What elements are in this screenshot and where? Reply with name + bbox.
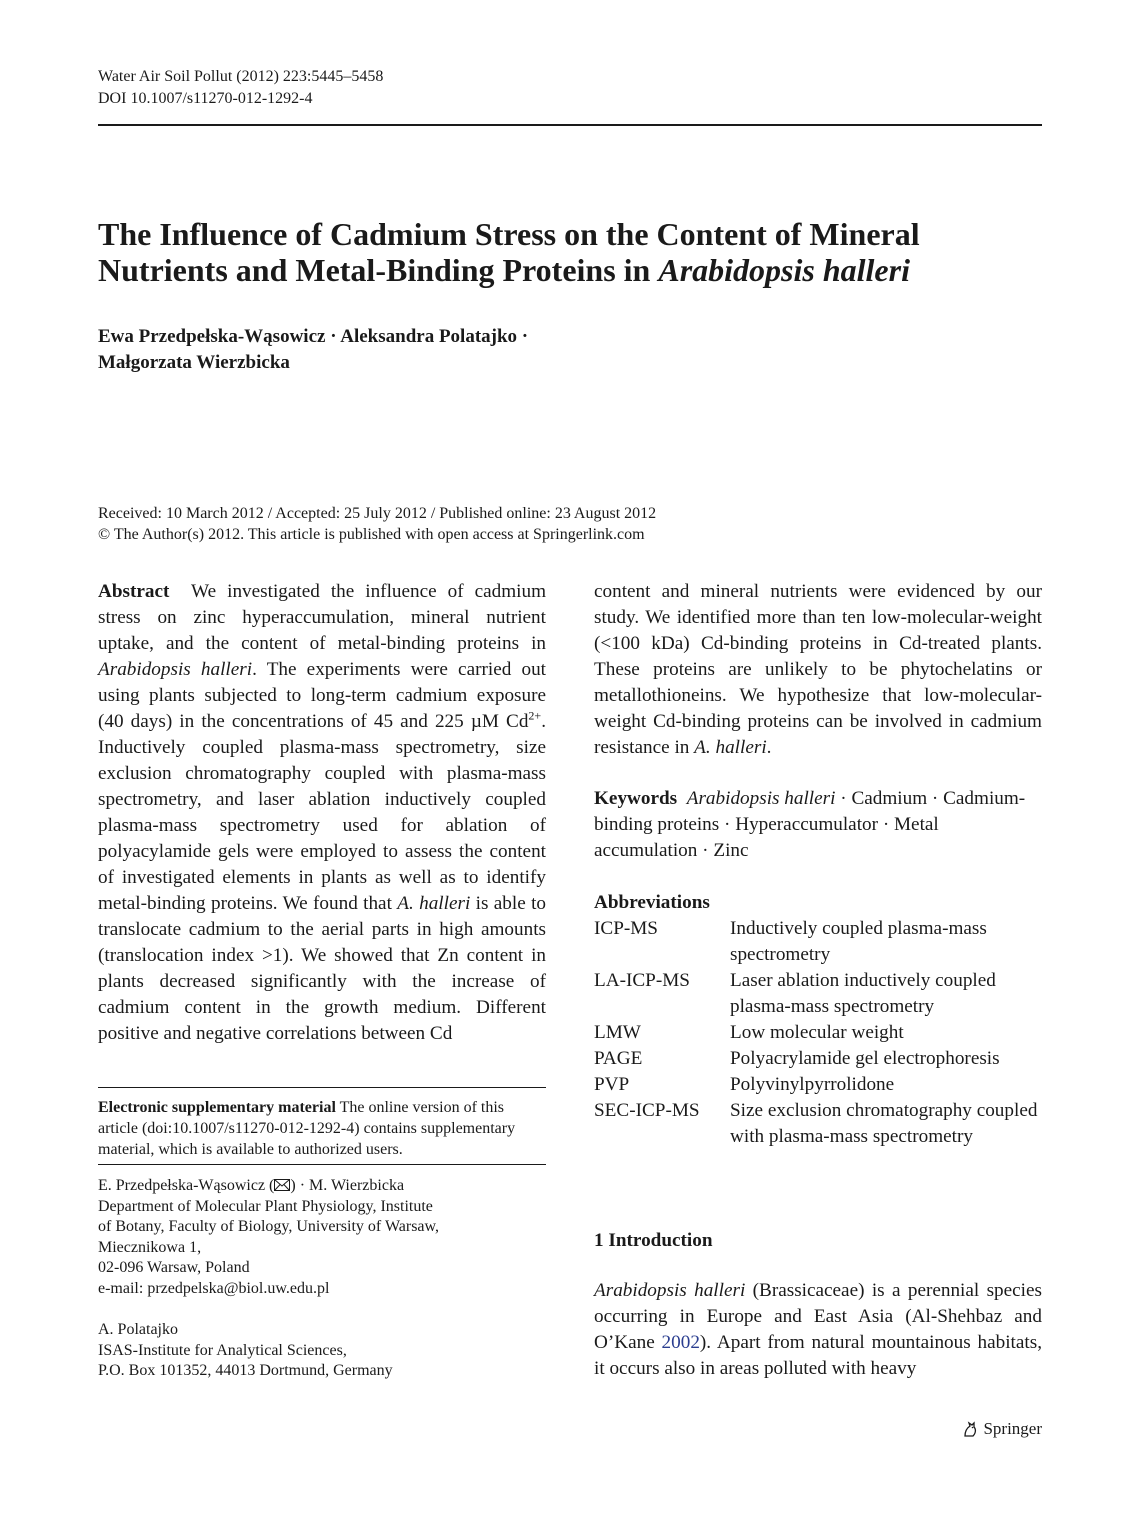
abbreviations-list	[594, 916, 1042, 1150]
keyword-item: Cadmium	[851, 788, 928, 809]
abbreviation-term: LA-ICP-MS	[594, 970, 690, 991]
affiliation-primary: E. Przedpełska-Wąsowicz ( ) · M. Wierzbicka Department of Molecular Plant Physiology, Institute of Botany, Faculty of Biology, University of Warsaw, Miecznikowa 1, 02-096 Warsaw, Poland e-mail: przedpelska@biol.uw.edu.pl	[98, 1176, 546, 1299]
keyword-item: Cadmium-binding proteins	[594, 788, 1026, 835]
author-line-2: Małgorzata Wierzbicka	[98, 352, 290, 373]
supplementary-note: Electronic supplementary material The online version of this article (doi:10.1007/s11270-012-1292-4) contains supplementary material, which is available to authorized users.	[98, 1099, 516, 1158]
abbreviation-term: SEC-ICP-MS	[594, 1100, 700, 1121]
publisher-name: Springer	[983, 1419, 1042, 1438]
keywords-label: Keywords	[594, 788, 678, 809]
abbreviation-definition: Polyacrylamide gel electrophoresis	[730, 1048, 1000, 1069]
author-line-1: Ewa Przedpełska-Wąsowicz · Aleksandra Polatajko ·	[98, 326, 529, 347]
abstract-column-right	[594, 579, 1042, 761]
footnote-rule	[98, 1087, 546, 1088]
title-main: The Influence of Cadmium Stress on the Content of Mineral Nutrients and Metal-Binding Proteins in	[98, 216, 920, 288]
article-dates	[98, 503, 898, 545]
abbreviation-row	[594, 1098, 1042, 1150]
copyright-line: © The Author(s) 2012. This article is published with open access at Springerlink.com	[98, 526, 645, 543]
keyword-separator: ·	[835, 788, 852, 809]
abbreviation-row	[594, 1072, 1042, 1098]
abbreviation-row	[594, 1046, 1042, 1072]
email[interactable]: e-mail: przedpelska@biol.uw.edu.pl	[98, 1279, 330, 1297]
section-heading-introduction: 1 Introduction	[594, 1230, 713, 1251]
abstract-paragraph: Abstract We investigated the influence of cadmium stress on zinc hyperaccumulation, mineral nutrient uptake, and the content of metal-binding proteins in Arabidopsis halleri. The experiments were carried out using plants subjected to long-term cadmium exposure (40 days) in the concentrations of 45 and 225 µM $Cd^{2+}$. Inductively coupled plasma-mass spectrometry, size exclusion chromatography coupled with plasma-mass spectrometry, and laser ablation inductively coupled plasma-mass spectrometry used for ablation of polyacylamide gels were employed to assess the content of investigated elements in plants as well as to identify metal-binding proteins. We found that A. halleri is able to translocate cadmium to the aerial parts in high amounts (translocation index >1). We showed that Zn content in plants decreased significantly with the increase of cadmium content in the growth medium. Different positive and negative correlations between Cd	[98, 581, 547, 1044]
keyword-item: Metal accumulation	[594, 814, 939, 861]
affiliation-rule	[98, 1164, 546, 1165]
keyword-separator: ·	[719, 814, 736, 835]
publisher-logo	[961, 1418, 1042, 1440]
keywords	[594, 786, 1042, 864]
abbreviation-definition: Inductively coupled plasma-mass spectrometry	[730, 918, 987, 965]
title-species: Arabidopsis halleri	[658, 252, 910, 288]
abstract-continuation: content and mineral nutrients were evidenced by our study. We identified more than ten low-molecular-weight (<100 kDa) Cd-binding proteins in Cd-treated plants. These proteins are unlikely to be phytochelatins or metallothioneins. We hypothesize that low-molecular-weight Cd-binding proteins can be involved in cadmium resistance in A. halleri.	[594, 581, 1042, 758]
journal-header	[98, 66, 383, 110]
affiliation-secondary: A. Polatajko ISAS-Institute for Analytical Sciences, P.O. Box 101352, 44013 Dortmund, Germany	[98, 1321, 393, 1379]
header-rule	[98, 124, 1042, 126]
abbreviation-row	[594, 968, 1042, 1020]
abbreviation-definition: Polyvinylpyrrolidone	[730, 1074, 895, 1095]
abbreviation-term: PVP	[594, 1074, 630, 1095]
corresponding-authors: E. Przedpełska-Wąsowicz ( ) · M. Wierzbicka	[98, 1177, 405, 1194]
article-title	[98, 216, 1042, 288]
supplementary-label: Electronic supplementary material	[98, 1099, 336, 1116]
keyword-separator: ·	[927, 788, 944, 809]
springer-horse-icon	[961, 1420, 979, 1438]
abbreviation-row	[594, 1020, 1042, 1046]
keyword-separator: ·	[697, 840, 714, 861]
abstract-label: Abstract	[98, 581, 170, 602]
abbreviations-heading: Abbreviations	[594, 892, 710, 913]
keyword-item: Arabidopsis halleri	[686, 788, 836, 809]
abbreviation-definition: Size exclusion chromatography coupled with plasma-mass spectrometry	[730, 1100, 1038, 1147]
abbreviation-term: PAGE	[594, 1048, 643, 1069]
doi: DOI 10.1007/s11270-012-1292-4	[98, 90, 313, 107]
envelope-icon[interactable]	[274, 1179, 290, 1191]
history-line: Received: 10 March 2012 / Accepted: 25 July 2012 / Published online: 23 August 2012	[98, 505, 657, 522]
citation-link[interactable]: 2002	[661, 1332, 700, 1353]
abbreviation-row	[594, 916, 1042, 968]
abbreviation-term: ICP-MS	[594, 918, 658, 939]
abbreviation-term: LMW	[594, 1022, 641, 1043]
journal-citation: Water Air Soil Pollut (2012) 223:5445–5458	[98, 68, 384, 85]
abbreviation-definition: Low molecular weight	[730, 1022, 904, 1043]
keyword-item: Hyperaccumulator	[735, 814, 879, 835]
keyword-item: Zinc	[713, 840, 749, 861]
introduction-paragraph: Arabidopsis halleri (Brassicaceae) is a perennial species occurring in Europe and East Asia (Al-Shehbaz and O’Kane 2002). Apart from natural mountainous habitats, it occurs also in areas polluted with heavy	[594, 1280, 1043, 1379]
keyword-separator: ·	[878, 814, 894, 835]
abstract-column-left	[98, 579, 546, 1047]
abbreviation-definition: Laser ablation inductively coupled plasma-mass spectrometry	[730, 970, 996, 1017]
author-list	[98, 324, 698, 376]
abbreviations	[594, 890, 1042, 1150]
